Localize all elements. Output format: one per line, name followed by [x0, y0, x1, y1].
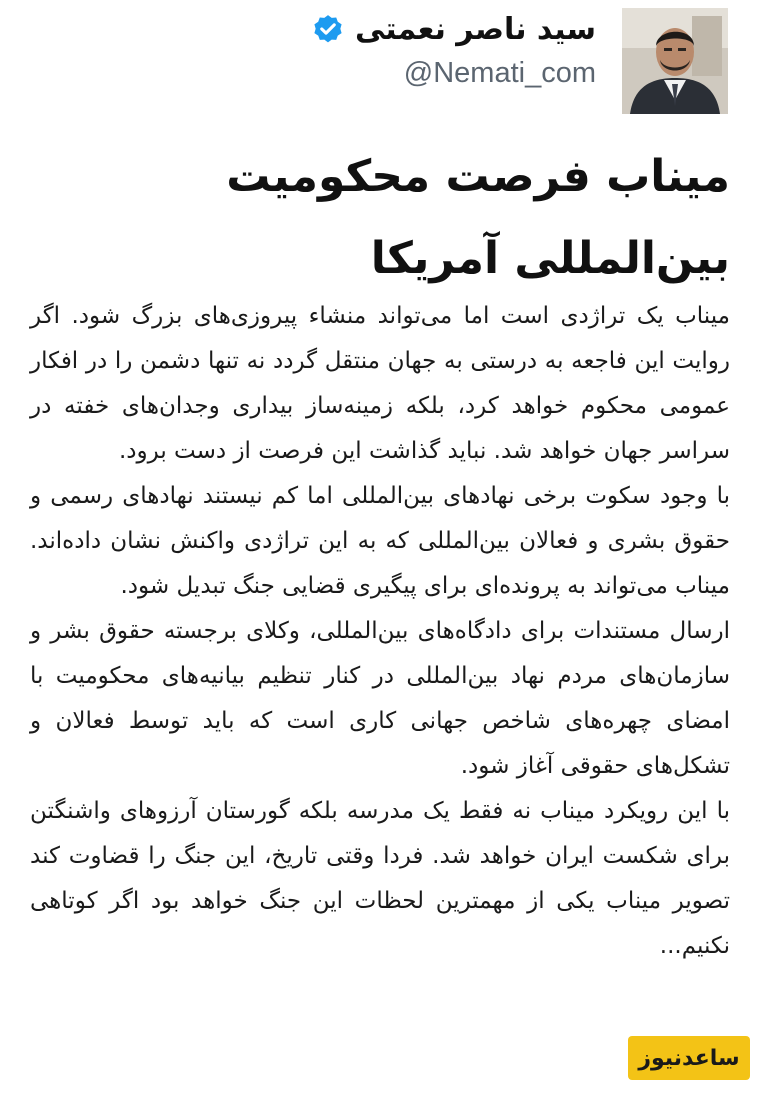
post-paragraph: ارسال مستندات برای دادگاه‌های بین‌المللی، وکلای برجسته حقوق بشر و سازمان‌های مردم نهاد بین‌المللی در کنار تنظیم بیانیه‌های محکومیت با امضای چهره‌های شاخص جهانی کاری است که باید توسط فعالان و تشکل‌های حقوقی آغاز شود.: [30, 618, 730, 779]
avatar[interactable]: [622, 8, 728, 114]
tweet-header: [40, 8, 728, 120]
avatar-photo: [622, 8, 728, 114]
post-headline: میناب فرصت محکومیت بین‌المللی آمریکا: [226, 151, 730, 284]
author-handle[interactable]: @Nemati_com: [403, 57, 596, 89]
verified-badge-icon: [311, 13, 345, 47]
display-name-row: [311, 12, 596, 47]
post-paragraph: با وجود سکوت برخی نهادهای بین‌المللی اما کم نیستند نهادهای رسمی و حقوق بشری و فعالان بین‌المللی که به این تراژدی واکنش نشان داده‌اند. میناب می‌تواند به پرونده‌ای برای پیگیری قضایی جنگ تبدیل شود.: [30, 483, 730, 599]
author-names: [311, 12, 596, 90]
post-body: [30, 294, 730, 969]
post-paragraph: با این رویکرد میناب نه فقط یک مدرسه بلکه گورستان آرزوهای واشنگتن برای شکست ایران خواهد شد. فردا وقتی تاریخ، این جنگ را قضاوت کند تصویر میناب یکی از مهمترین لحظات این جنگ خواهد بود اگر کوتاهی نکنیم...: [30, 798, 730, 959]
post-paragraph: میناب یک تراژدی است اما می‌تواند منشاء پیروزی‌های بزرگ شود. اگر روایت این فاجعه به درستی به جهان منتقل گردد نه تنها دشمن را در افکار عمومی محکوم خواهد کرد، بلکه زمینه‌ساز بیداری وجدان‌های خفته در سراسر جهان خواهد شد. نباید گذاشت این فرصت از دست برود.: [30, 303, 730, 464]
author-display-name[interactable]: سید ناصر نعمتی: [354, 12, 596, 47]
watermark-logo: ساعدنیوز: [628, 1036, 750, 1080]
